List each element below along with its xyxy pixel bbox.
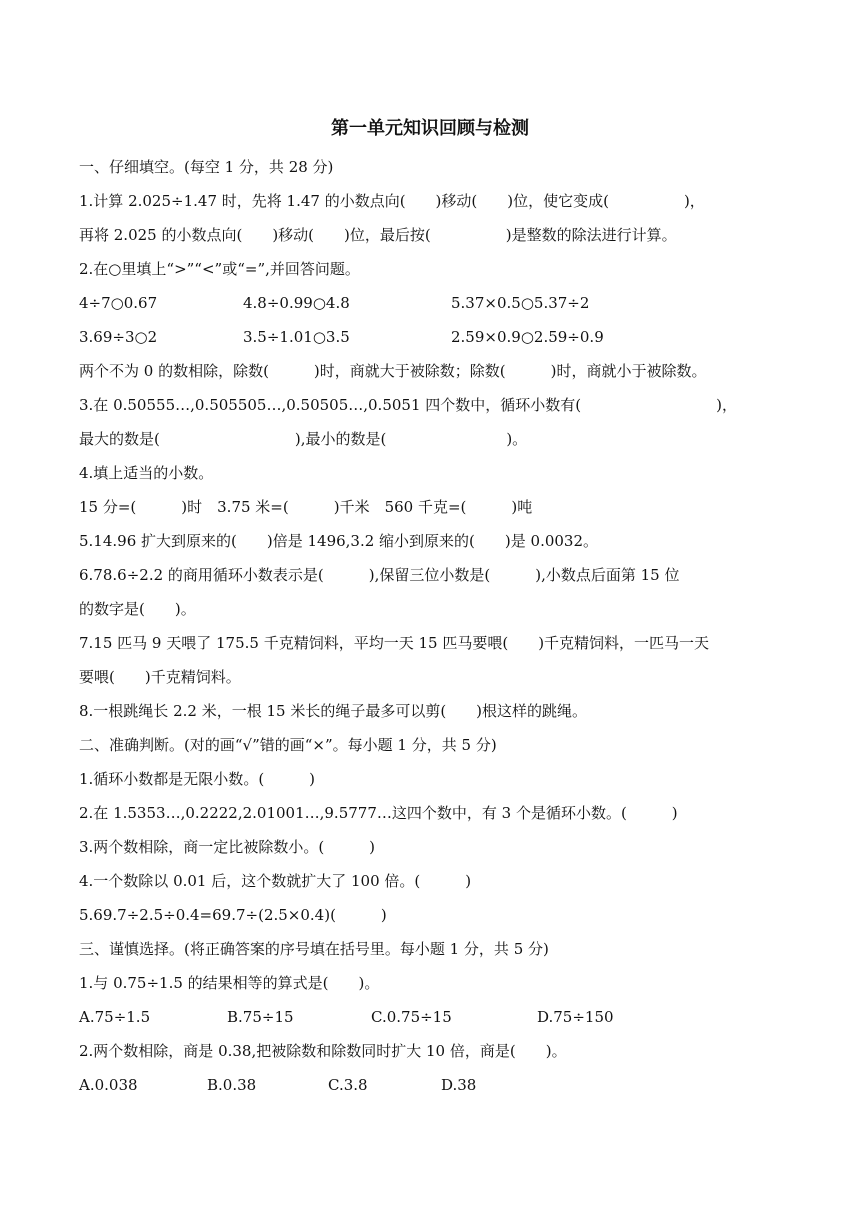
judge-item: 3.两个数相除，商一定比被除数小。( ) [79, 838, 376, 856]
question-4-items: 15 分=( )时 3.75 米=( )千米 560 千克=( )吨 [79, 498, 533, 516]
choice-question-2-options [79, 1068, 791, 1102]
question-6-line-1: 6.78.6÷2.2 的商用循环小数表示是( ),保留三位小数是( ),小数点后面第 15 位 [79, 566, 680, 584]
question-6-line-2: 的数字是( )。 [79, 600, 196, 618]
question-1-line-1: 1.计算 2.025÷1.47 时，先将 1.47 的小数点向( )移动( )位，使它变成( )， [79, 192, 705, 210]
option-a: A.75÷1.5 [79, 1008, 151, 1026]
option-d: D.75÷150 [537, 1008, 614, 1026]
option-c: C.3.8 [328, 1076, 368, 1094]
question-5: 5.14.96 扩大到原来的( )倍是 1496,3.2 缩小到原来的( )是 0.0032。 [79, 532, 599, 550]
judge-item: 4.一个数除以 0.01 后，这个数就扩大了 100 倍。( ) [79, 872, 472, 890]
question-2-row-2 [79, 320, 791, 354]
option-b: B.0.38 [207, 1076, 257, 1094]
page-title: 第一单元知识回顾与检测 [331, 118, 529, 139]
section1-heading: 一、仔细填空。(每空 1 分，共 28 分) [79, 158, 334, 176]
section3-heading: 三、谨慎选择。(将正确答案的序号填在括号里。每小题 1 分，共 5 分) [79, 940, 549, 958]
compare-item: 4.8÷0.99○4.8 [243, 294, 350, 312]
question-3-line-2: 最大的数是( ),最小的数是( )。 [79, 430, 528, 448]
option-a: A.0.038 [79, 1076, 138, 1094]
question-7-line-2: 要喂( )千克精饲料。 [79, 668, 241, 686]
choice-question-1: 1.与 0.75÷1.5 的结果相等的算式是( )。 [79, 974, 380, 992]
question-4-intro: 4.填上适当的小数。 [79, 464, 214, 482]
choice-question-1-options [79, 1000, 791, 1034]
option-d: D.38 [441, 1076, 477, 1094]
judge-item: 1.循环小数都是无限小数。( ) [79, 770, 316, 788]
worksheet-content [79, 150, 791, 1102]
compare-item: 2.59×0.9○2.59÷0.9 [451, 328, 604, 346]
question-2-intro: 2.在○里填上“>”“<”或“=”,并回答问题。 [79, 260, 360, 278]
question-3-line-1: 3.在 0.50555…,0.505505…,0.50505…,0.5051 四个数中，循环小数有( )， [79, 396, 737, 414]
question-1-line-2: 再将 2.025 的小数点向( )移动( )位，最后按( )是整数的除法进行计算。 [79, 226, 677, 244]
question-7-line-1: 7.15 匹马 9 天喂了 175.5 千克精饲料，平均一天 15 匹马要喂( )千克精饲料，一匹马一天 [79, 634, 710, 652]
judge-item: 5.69.7÷2.5÷0.4=69.7÷(2.5×0.4)( ) [79, 906, 387, 924]
compare-item: 4÷7○0.67 [79, 294, 158, 312]
question-8: 8.一根跳绳长 2.2 米，一根 15 米长的绳子最多可以剪( )根这样的跳绳。 [79, 702, 588, 720]
compare-item: 3.5÷1.01○3.5 [243, 328, 350, 346]
choice-question-2: 2.两个数相除，商是 0.38,把被除数和除数同时扩大 10 倍，商是( )。 [79, 1042, 567, 1060]
option-c: C.0.75÷15 [371, 1008, 452, 1026]
section2-heading: 二、准确判断。(对的画“√”错的画“×”。每小题 1 分，共 5 分) [79, 736, 497, 754]
compare-item: 3.69÷3○2 [79, 328, 158, 346]
option-b: B.75÷15 [227, 1008, 294, 1026]
question-2-row-1 [79, 286, 791, 320]
question-2-question: 两个不为 0 的数相除，除数( )时，商就大于被除数；除数( )时，商就小于被除数。 [79, 362, 707, 380]
judge-item: 2.在 1.5353…,0.2222,2.01001…,9.5777…这四个数中，有 3 个是循环小数。( ) [79, 804, 678, 822]
compare-item: 5.37×0.5○5.37÷2 [451, 294, 590, 312]
